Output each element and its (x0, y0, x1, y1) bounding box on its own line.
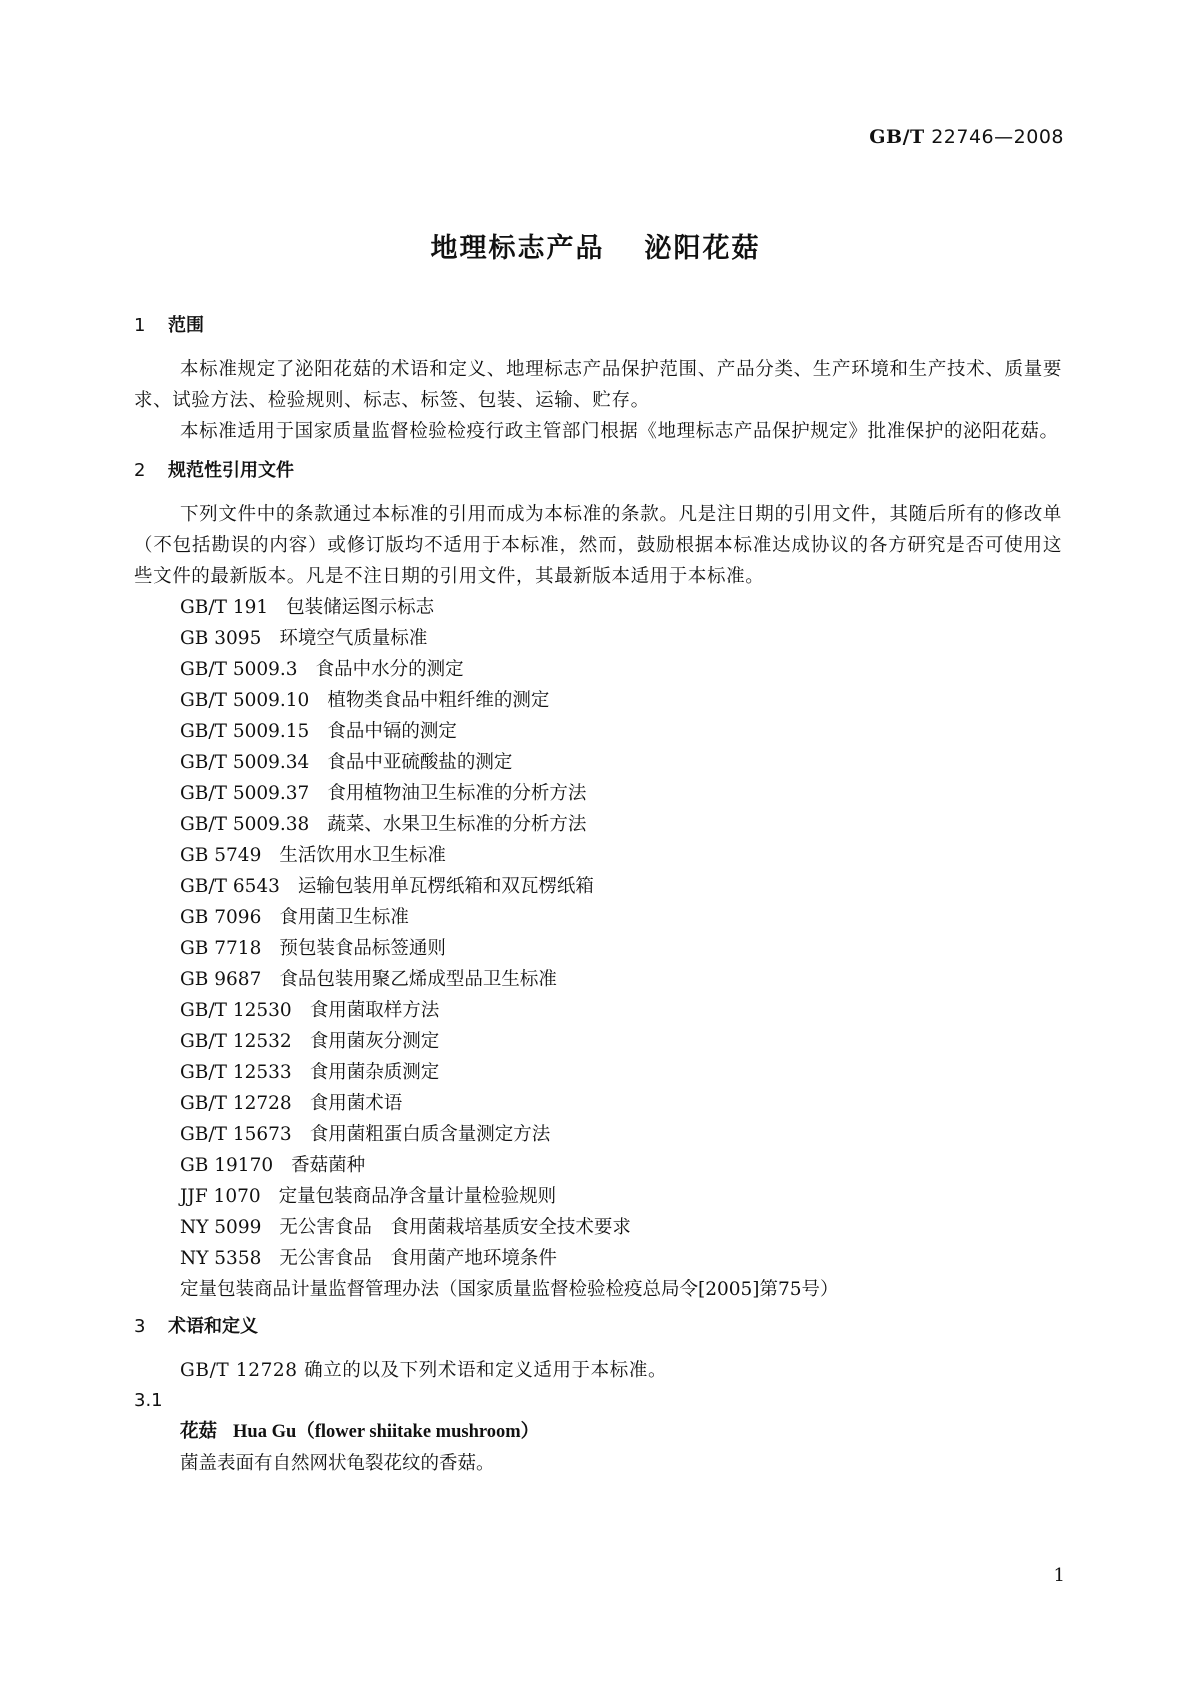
reference-title: 无公害食品 食用菌栽培基质安全技术要求 (279, 1217, 631, 1238)
reference-code: GB 9687 (180, 969, 262, 990)
reference-code: GB 19170 (180, 1155, 274, 1176)
reference-item (180, 1057, 1062, 1088)
reference-title: 生活饮用水卫生标准 (279, 845, 446, 866)
normative-references-list (134, 592, 1062, 1305)
section-3-intro: GB/T 12728 确立的以及下列术语和定义适用于本标准。 (180, 1360, 668, 1381)
reference-code: GB 7718 (180, 938, 262, 959)
section-number: 2 (134, 460, 146, 481)
document-title (0, 226, 1191, 265)
reference-code: GB/T 5009.15 (180, 721, 310, 742)
title-part-2: 泌阳花菇 (644, 233, 761, 264)
reference-code: GB/T 15673 (180, 1124, 292, 1145)
reference-item (180, 747, 1062, 778)
reference-title: 食品包装用聚乙烯成型品卫生标准 (279, 969, 557, 990)
reference-item (180, 592, 1062, 623)
reference-code: GB/T 12533 (180, 1062, 292, 1083)
reference-item (180, 1119, 1062, 1150)
section-title: 术语和定义 (168, 1316, 258, 1337)
reference-item (180, 1181, 1062, 1212)
reference-title: 食品中亚硫酸盐的测定 (327, 752, 513, 773)
reference-title: 食用菌取样方法 (309, 1000, 440, 1021)
reference-title: 食用菌术语 (309, 1093, 403, 1114)
reference-title: 食品中镉的测定 (327, 721, 457, 742)
reference-code: GB/T 12728 (180, 1093, 292, 1114)
reference-title: 食用植物油卫生标准的分析方法 (327, 783, 587, 804)
reference-title: 食用菌灰分测定 (309, 1031, 440, 1052)
reference-item (180, 933, 1062, 964)
reference-title: 定量包装商品计量监督管理办法（国家质量监督检验检疫总局令[2005]第75号） (180, 1279, 839, 1300)
section-title: 范围 (168, 315, 204, 336)
term-entry (134, 1416, 1062, 1448)
reference-item (180, 1150, 1062, 1181)
reference-item (180, 964, 1062, 995)
term-english: Hua Gu（flower shiitake mushroom） (233, 1422, 540, 1442)
reference-item (180, 1088, 1062, 1119)
section-number: 1 (134, 315, 146, 336)
reference-title: 运输包装用单瓦楞纸箱和双瓦楞纸箱 (297, 876, 594, 897)
reference-title: 食用菌卫生标准 (279, 907, 409, 928)
reference-title: 定量包装商品净含量计量检验规则 (278, 1186, 557, 1207)
section-title: 规范性引用文件 (168, 460, 294, 481)
title-part-1: 地理标志产品 (430, 233, 605, 264)
reference-code: GB/T 12530 (180, 1000, 292, 1021)
reference-title: 包装储运图示标志 (286, 597, 435, 618)
reference-item (180, 1026, 1062, 1057)
reference-title: 预包装食品标签通则 (279, 938, 446, 959)
reference-item (180, 871, 1062, 902)
standard-prefix: GB/T (869, 126, 925, 148)
reference-title: 食用菌粗蛋白质含量测定方法 (309, 1124, 551, 1145)
reference-code: GB 5749 (180, 845, 262, 866)
term-number: 3.1 (134, 1390, 163, 1411)
reference-item (180, 840, 1062, 871)
reference-title: 食用菌杂质测定 (309, 1062, 440, 1083)
reference-item (180, 1274, 1062, 1305)
reference-code: GB/T 5009.37 (180, 783, 310, 804)
reference-code: GB/T 5009.34 (180, 752, 310, 773)
reference-item (180, 902, 1062, 933)
document-body (134, 310, 1062, 1479)
page-number: 1 (1053, 1565, 1065, 1586)
reference-title: 环境空气质量标准 (279, 628, 428, 649)
reference-item (180, 809, 1062, 840)
reference-code: NY 5358 (180, 1248, 262, 1269)
term-definition: 菌盖表面有自然网状龟裂花纹的香菇。 (180, 1453, 495, 1474)
reference-code: GB/T 12532 (180, 1031, 292, 1052)
reference-code: NY 5099 (180, 1217, 262, 1238)
standard-code: 22746—2008 (931, 126, 1064, 148)
reference-code: GB/T 5009.38 (180, 814, 310, 835)
reference-item (180, 685, 1062, 716)
reference-item (180, 716, 1062, 747)
reference-item (180, 778, 1062, 809)
section-1-para-2: 本标准适用于国家质量监督检验检疫行政主管部门根据《地理标志产品保护规定》批准保护的泌阳花菇。 (180, 421, 1059, 442)
section-number: 3 (134, 1316, 146, 1337)
reference-item (180, 995, 1062, 1026)
section-1-heading (134, 310, 1062, 342)
reference-item (180, 1212, 1062, 1243)
reference-title: 无公害食品 食用菌产地环境条件 (279, 1248, 557, 1269)
reference-title: 香菇菌种 (291, 1155, 366, 1176)
reference-title: 蔬菜、水果卫生标准的分析方法 (327, 814, 587, 835)
reference-code: GB/T 5009.10 (180, 690, 310, 711)
reference-title: 食品中水分的测定 (315, 659, 464, 680)
reference-code: GB 3095 (180, 628, 262, 649)
reference-code: GB/T 191 (180, 597, 269, 618)
section-2-heading (134, 455, 1062, 487)
reference-code: GB/T 5009.3 (180, 659, 298, 680)
standard-number (869, 126, 1064, 148)
section-1-para-1: 本标准规定了泌阳花菇的术语和定义、地理标志产品保护范围、产品分类、生产环境和生产技术、质量要求、试验方法、检验规则、标志、标签、包装、运输、贮存。 (134, 359, 1062, 411)
section-2-intro: 下列文件中的条款通过本标准的引用而成为本标准的条款。凡是注日期的引用文件，其随后所有的修改单（不包括勘误的内容）或修订版均不适用于本标准，然而，鼓励根据本标准达成协议的各方研究是否可使用这些文件的最新版本。凡是不注日期的引用文件，其最新版本适用于本标准。 (134, 504, 1062, 587)
reference-code: JJF 1070 (180, 1186, 261, 1207)
reference-title: 植物类食品中粗纤维的测定 (327, 690, 550, 711)
reference-code: GB 7096 (180, 907, 262, 928)
reference-item (180, 623, 1062, 654)
reference-item (180, 654, 1062, 685)
term-chinese: 花菇 (180, 1421, 218, 1442)
section-3-heading (134, 1311, 1062, 1343)
reference-code: GB/T 6543 (180, 876, 280, 897)
reference-item (180, 1243, 1062, 1274)
